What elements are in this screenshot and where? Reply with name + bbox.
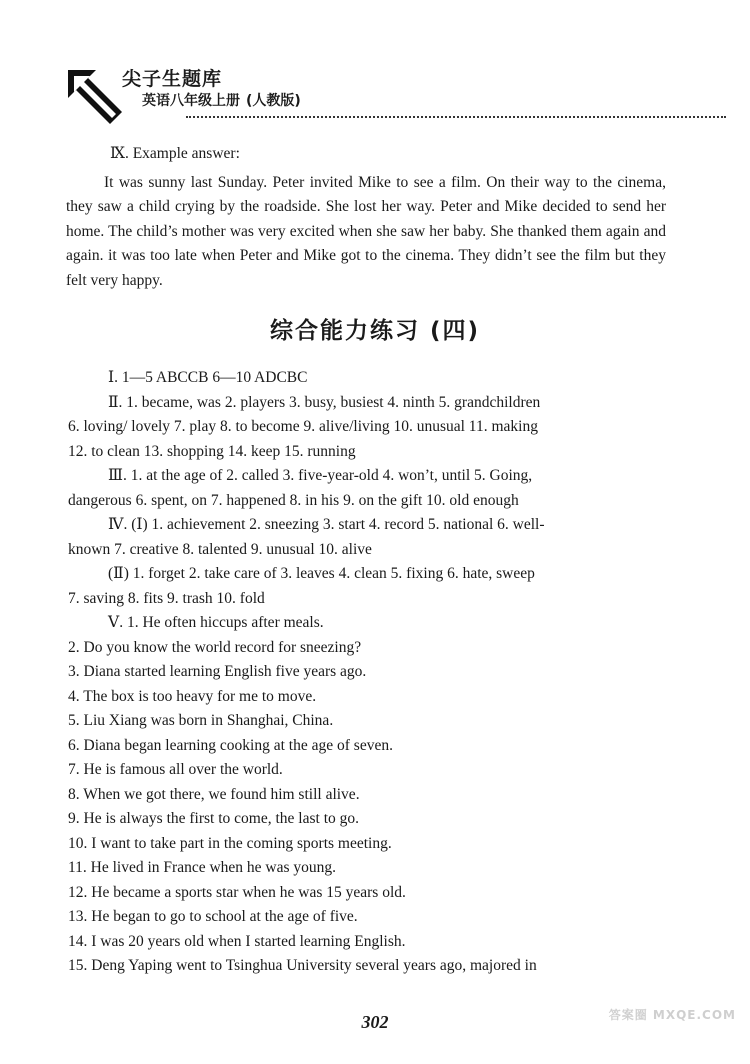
answer-line: 7. He is famous all over the world. [68, 761, 283, 778]
answer-line: 6. loving/ lovely 7. play 8. to become 9. alive/living 10. unusual 11. making [68, 418, 538, 435]
answer-line: (Ⅱ) 1. forget 2. take care of 3. leaves 4. clean 5. fixing 6. hate, sweep [108, 565, 535, 582]
answer-key [68, 366, 668, 979]
answer-line: 10. I want to take part in the coming sports meeting. [68, 834, 392, 852]
answer-line: 13. He began to go to school at the age of five. [68, 908, 358, 925]
example-label: Ⅸ. Example answer: [110, 145, 240, 162]
answer-line: 14. I was 20 years old when I started learning English. [68, 932, 406, 950]
answer-line: known 7. creative 8. talented 9. unusual 10. alive [68, 540, 372, 558]
arrow-logo-icon [66, 68, 126, 128]
answer-line: Ⅰ. 1—5 ABCCB 6—10 ADCBC [108, 369, 308, 386]
answer-line: Ⅳ. (Ⅰ) 1. achievement 2. sneezing 3. start 4. record 5. national 6. well- [108, 516, 545, 533]
section-title: 综合能力练习 (四) [269, 318, 481, 344]
series-title: 尖子生题库 [122, 68, 223, 90]
answer-line: 12. He became a sports star when he was 15 years old. [68, 883, 406, 901]
answer-line: 6. Diana began learning cooking at the age of seven. [68, 736, 393, 754]
page-number: 302 [361, 1012, 389, 1032]
watermark: 答案圈 MXQE.COM [608, 1008, 736, 1022]
answer-line: 15. Deng Yaping went to Tsinghua University several years ago, majored in [68, 957, 537, 974]
book-title [136, 90, 301, 110]
book-name: 英语八年级上册 [142, 93, 240, 109]
answer-line: Ⅴ. 1. He often hiccups after meals. [108, 614, 324, 631]
answer-line: Ⅱ. 1. became, was 2. players 3. busy, busiest 4. ninth 5. grandchildren [108, 393, 541, 411]
answer-line: 8. When we got there, we found him still alive. [68, 785, 360, 803]
answer-line: 11. He lived in France when he was young. [68, 859, 337, 876]
answer-line: 12. to clean 13. shopping 14. keep 15. running [68, 442, 356, 460]
answer-line: 2. Do you know the world record for sneezing? [68, 638, 362, 656]
header-dotted-rule [186, 116, 726, 118]
example-answer [66, 142, 666, 293]
answer-line: 4. The box is too heavy for me to move. [68, 687, 317, 705]
answer-line: 5. Liu Xiang was born in Shanghai, China. [68, 712, 334, 729]
answer-line: 9. He is always the first to come, the last to go. [68, 810, 359, 827]
answer-line: 7. saving 8. fits 9. trash 10. fold [68, 589, 265, 607]
answer-line: dangerous 6. spent, on 7. happened 8. in his 9. on the gift 10. old enough [68, 491, 519, 509]
answer-line: 3. Diana started learning English five years ago. [68, 663, 367, 680]
example-text: It was sunny last Sunday. Peter invited Mike to see a film. On their way to the cinema, they saw a child crying by the roadside. She lost her way. Peter and Mike decided to send her home. The child’s mother was very excited when she saw her baby. She thanked them again and again. it was too late when Peter and Mike got to the cinema. They didn’t see the film but they felt very happy. [66, 173, 666, 289]
answer-line: Ⅲ. 1. at the age of 2. called 3. five-year-old 4. won’t, until 5. Going, [108, 467, 533, 484]
page-header [66, 58, 666, 128]
book-edition: (人教版) [246, 93, 301, 109]
